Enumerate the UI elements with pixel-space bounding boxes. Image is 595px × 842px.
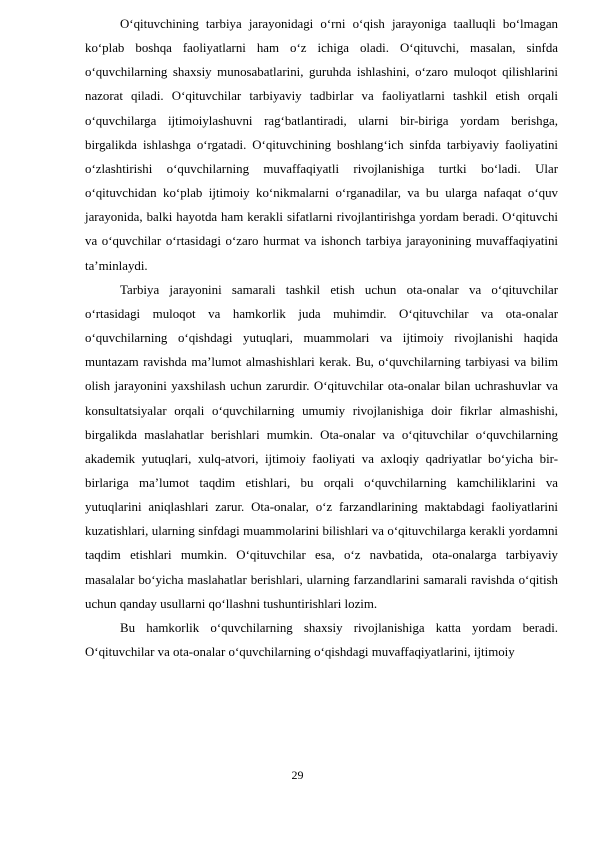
paragraph-2: Tarbiya jarayonini samarali tashkil etish uchun ota-onalar va o‘qituvchilar o‘rtasidagi muloqot va hamkorlik juda muhimdir. O‘qituvchilar va ota-onalar o‘quvchilarning o‘qishdagi yutuqlari, muammolari va ijtimoiy rivojlanishi haqida muntazam ravishda ma’lumot almashishlari kerak. Bu, o‘quvchilarning tarbiyasi va bilim olish jarayonini yaxshilash uchun zarurdir. O‘qituvchilar ota-onalar bilan uchrashuvlar va konsultatsiyalar orqali o‘quvchilarning umumiy rivojlanishiga doir fikrlar almashishi, birgalikda maslahatlar berishlari mumkin. Ota-onalar va o‘qituvchilar o‘quvchilarning akademik yutuqlari, xulq-atvori, ijtimoiy faoliyati va axloqiy qadriyatlar bo‘yicha bir-birlariga ma’lumot taqdim etishlari, bu orqali o‘quvchilarning kamchiliklarini va yutuqlarini aniqlashlari zarur. Ota-onalar, o‘z farzandlarining maktabdagi faoliyatlarini kuzatishlari, ularning sinfdagi muammolarini bilishlari va o‘qituvchilarga kerakli yordamni taqdim etishlari mumkin. O‘qituvchilar esa, o‘z navbatida, ota-onalarga tarbiyaviy masalalar bo‘yicha maslahatlar berishlari, ularning farzandlarini samarali ravishda o‘qitish uchun qanday usullarni qo‘llashni tushuntirishlari lozim. <box>85 282 558 611</box>
paragraph-1: O‘qituvchining tarbiya jarayonidagi o‘rni o‘qish jarayoniga taalluqli bo‘lmagan ko‘plab boshqa faoliyatlarni ham o‘z ichiga oladi. O‘qituvchi, masalan, sinfda o‘quvchilarning shaxsiy munosabatlarini, guruhda ishlashini, o‘zaro muloqot qilishlarini nazorat qiladi. O‘qituvchilar tarbiyaviy tadbirlar va faoliyatlarni tashkil etish orqali o‘quvchilarga ijtimoiylashuvni rag‘batlantiradi, ularni bir-biriga yordam berishga, birgalikda ishlashga o‘rgatadi. O‘qituvchining boshlang‘ich sinfda tarbiyaviy faoliyatini o‘zlashtirishi o‘quvchilarning muvaffaqiyatli rivojlanishiga turtki bo‘ladi. Ular o‘qituvchidan ko‘plab ijtimoiy ko‘nikmalarni o‘rganadilar, va bu ularga nafaqat o‘quv jarayonida, balki hayotda ham kerakli sifatlarni rivojlantirishga yordam beradi. O‘qituvchi va o‘quvchilar o‘rtasidagi o‘zaro hurmat va ishonch tarbiya jarayonining muvaffaqiyatini ta’minlaydi. <box>85 17 558 273</box>
paragraph-3: Bu hamkorlik o‘quvchilarning shaxsiy rivojlanishiga katta yordam beradi. O‘qituvchilar va ota-onalar o‘quvchilarning o‘qishdagi muvaffaqiyatlarini, ijtimoiy <box>85 620 558 660</box>
page-number: 29 <box>291 768 304 782</box>
document-body <box>85 12 558 664</box>
